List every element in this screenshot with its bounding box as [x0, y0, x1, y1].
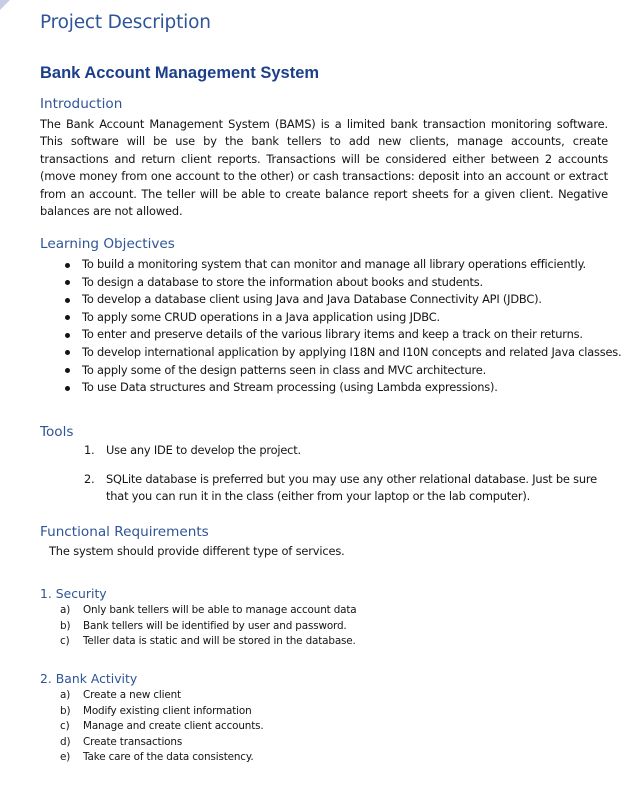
document-title: Bank Account Management System [40, 64, 320, 82]
bullet-icon [65, 368, 70, 373]
bullet-icon [65, 386, 70, 391]
list-letter: c) [60, 635, 70, 648]
list-item: To use Data structures and Stream processing (using Lambda expressions). [62, 379, 622, 397]
list-item: To design a database to store the information about books and students. [62, 274, 622, 292]
list-letter: e) [60, 751, 71, 764]
list-item: c) Manage and create client accounts. [60, 719, 264, 735]
bullet-icon [65, 298, 70, 303]
tools-list [84, 442, 609, 517]
list-item: To build a monitoring system that can monitor and manage all library operations efficiently. [62, 256, 622, 274]
list-letter: d) [60, 735, 71, 748]
tools-heading: Tools [40, 424, 74, 440]
bullet-icon [65, 350, 70, 355]
bullet-icon [65, 333, 70, 338]
page-corner-mark [0, 0, 10, 10]
list-item: d) Create transactions [60, 735, 264, 751]
list-item: b) Bank tellers will be identified by user and password. [60, 619, 357, 635]
learning-objectives-heading: Learning Objectives [40, 236, 175, 252]
list-item: 1. Use any IDE to develop the project. [84, 442, 609, 460]
list-item: To enter and preserve details of the various library items and keep a track on their returns. [62, 326, 622, 344]
list-letter: a) [60, 604, 71, 616]
bullet-icon [65, 315, 70, 320]
security-heading: 1. Security [40, 586, 107, 601]
list-item: To apply some of the design patterns seen in class and MVC architecture. [62, 362, 622, 380]
list-item: a) Only bank tellers will be able to manage account data [60, 603, 357, 619]
bullet-icon [65, 263, 70, 268]
list-letter: c) [60, 720, 70, 733]
list-letter: a) [60, 689, 71, 701]
learning-objectives-list [62, 256, 622, 397]
introduction-heading: Introduction [40, 96, 123, 112]
list-number: 2. [84, 471, 95, 486]
bank-activity-list [60, 688, 264, 766]
list-item: 2. SQLite database is preferred but you may use any other relational database. Just be sure that you can run it in the class (either from your laptop or the lab computer). [84, 471, 597, 504]
list-item: e) Take care of the data consistency. [60, 750, 264, 766]
list-letter: b) [60, 704, 71, 717]
introduction-text: The Bank Account Management System (BAMS) is a limited bank transaction monitoring software. This software will be use by the bank tellers to add new clients, manage accounts, create transactions and return client reports. Transactions will be considered either between 2 accounts (move money from one account to the other) or cash transactions: deposit into an account or extract from an account. The teller will be able to create balance report sheets for a given client. Negative balances are not allowed. [40, 117, 608, 219]
list-item: To develop a database client using Java and Java Database Connectivity API (JDBC). [62, 291, 622, 309]
list-item: To apply some CRUD operations in a Java application using JDBC. [62, 309, 622, 327]
list-item: c) Teller data is static and will be stored in the database. [60, 634, 357, 650]
list-number: 1. [84, 443, 95, 457]
list-letter: b) [60, 619, 71, 632]
bullet-icon [65, 280, 70, 285]
page-title: Project Description [40, 12, 211, 33]
list-item: b) Modify existing client information [60, 704, 264, 720]
list-item: a) Create a new client [60, 688, 264, 704]
functional-requirements-text: The system should provide different type of services. [49, 544, 345, 558]
security-list [60, 603, 357, 650]
list-item: To develop international application by applying I18N and I10N concepts and related Java classes. [62, 344, 622, 362]
functional-requirements-heading: Functional Requirements [40, 524, 209, 540]
bank-activity-heading: 2. Bank Activity [40, 671, 138, 686]
